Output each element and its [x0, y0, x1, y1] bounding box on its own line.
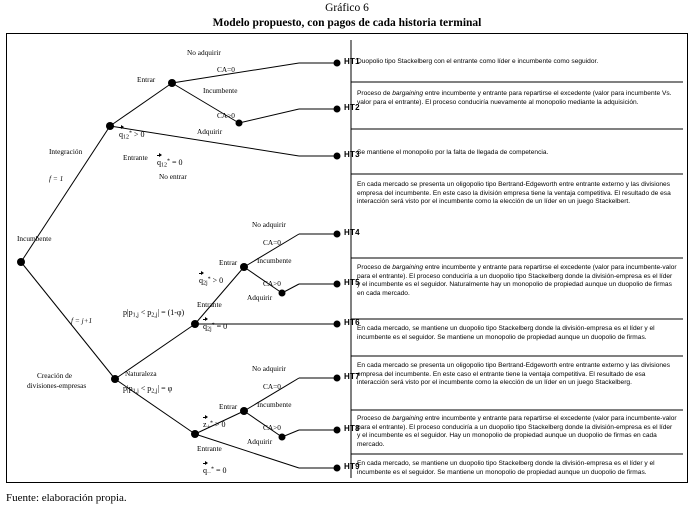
label-adquirir-mid: Adquirir — [247, 293, 273, 302]
node-incumbente — [17, 258, 25, 266]
node-entrante-low — [240, 407, 248, 415]
label-incumbente-low: Incumbente — [257, 400, 292, 409]
label-creacion-2: divisiones-empresas — [27, 381, 87, 390]
label-naturaleza: Naturaleza — [125, 369, 157, 378]
payoff-ht5: Proceso de bargaining entre incumbente y entrante para repartirse el excedente (valor para incumbente-valor para el entrante). El proceso conduciría a un duopolio tipo Stackelberg donde la división-empresa es el líder y el incumbente es el seguidor. Naturalmente hay un monopolio de propiedad aunque un duopolio de firmas en cada mercado. — [357, 264, 677, 298]
terminal-dot-ht7 — [334, 375, 341, 382]
node-integracion — [106, 122, 114, 130]
terminal-label-ht2: HT2 — [344, 103, 360, 112]
payoff-ht7: En cada mercado se presenta un oligopolio tipo Bertrand-Edgeworth entre entrante externo y las divisiones empresa del incumbente. En este caso el entrante tiene la ventaja competitiva. El resultado de esa interacción será visto por el incumbente como la elección de un líder en un juego Stackelberg. — [357, 362, 671, 387]
payoff-ht8: Proceso de bargaining entre incumbente y entrante para repartirse el excedente (valor para incumbente-valor para el entrante). El proceso conduciría a un duopolio tipo Stackelberg donde la división-empresa es el líder y el incumbente es el seguidor. Hay un monopolio de propiedad aunque un duopolio de firmas en cada mercado. — [357, 415, 677, 449]
payoff-ht6: En cada mercado, se mantiene un duopolio tipo Stackelberg donde la división-empresa es el líder y el incumbente es el seguidor. Se mantiene un monopolio de propiedad aunque un duopolio de firmas. — [357, 325, 655, 341]
node-incumbente-adquirir — [236, 120, 243, 127]
label-creacion-condition: f = j+1 — [71, 316, 93, 325]
node-naturaleza-upper — [191, 320, 199, 328]
terminal-dot-ht3 — [334, 153, 341, 160]
label-entrar-upper: Entrar — [137, 75, 156, 84]
payoff-ht9: En cada mercado, se mantiene un duopolio tipo Stackelberg donde la división-empresa es el líder y el incumbente es el seguidor. Se mantiene un monopolio de propiedad aunque un duopolio de firmas. — [357, 460, 655, 476]
math-q2j-positive: $q_{2j}^* > 0$ — [199, 276, 224, 287]
figure-title: Modelo propuesto, con pagos de cada historia terminal — [212, 17, 482, 29]
terminal-dot-ht8 — [334, 427, 341, 434]
terminal-dot-ht2 — [334, 106, 341, 113]
label-entrante-upper: Entrante — [123, 153, 148, 162]
node-entrante-upper — [168, 79, 176, 87]
terminal-label-ht1: HT1 — [344, 57, 360, 66]
terminal-label-ht8: HT8 — [344, 424, 360, 433]
label-integracion: Integración — [49, 147, 83, 156]
terminal-dot-ht5 — [334, 281, 341, 288]
node-incumbente-mid — [279, 290, 286, 297]
math-q12-zero: $q_{12}^* = 0$ — [157, 158, 183, 169]
payoff-ht3: Se mantiene el monopolio por la falta de llegada de competencia. — [357, 149, 549, 156]
node-entrante-mid — [240, 263, 248, 271]
payoff-ht2: Proceso de bargaining entre incumbente y entrante para repartirse el excedente (valor para incumbente Vs. valor para el entrante). El proceso conduciría nuevamente al monopolio mediante la adquisición. — [357, 90, 672, 106]
label-ca-pos-mid: CA>0 — [263, 279, 281, 288]
math-q2j-zero: $q_{2j}^* = 0$ — [203, 322, 228, 333]
terminal-dot-ht6 — [334, 321, 341, 328]
label-no-adquirir-upper: No adquirir — [187, 48, 221, 57]
label-no-entrar-upper: No entrar — [159, 172, 187, 181]
label-entrar-mid: Entrar — [219, 258, 238, 267]
terminal-label-ht3: HT3 — [344, 150, 360, 159]
label-ca-zero-mid: CA=0 — [263, 238, 281, 247]
terminal-dot-ht4 — [334, 231, 341, 238]
label-entrante-mid: Entrante — [197, 300, 222, 309]
label-incumbente-root: Incumbente — [17, 234, 52, 243]
terminal-label-ht6: HT6 — [344, 318, 360, 327]
math-q12-positive: $q_{12}^* > 0$ — [119, 130, 145, 141]
figure-source: Fuente: elaboración propia. — [6, 492, 127, 504]
label-creacion: Creación de — [37, 371, 73, 380]
math-z-positive: $z_+^* > 0$ — [203, 420, 226, 431]
node-naturaleza-lower — [191, 430, 199, 438]
terminal-dot-ht1 — [334, 60, 341, 67]
label-adquirir-low: Adquirir — [247, 437, 273, 446]
node-creacion — [111, 375, 119, 383]
terminal-label-ht4: HT4 — [344, 228, 360, 237]
payoff-ht4: En cada mercado se presenta un oligopolio tipo Bertrand-Edgeworth entre entrante externo y las divisiones empresa del incumbente. En este caso la división empresa tiene la ventaja competitiva. El resultado de esa interacción será visto por el incumbente como la elección de un líder en un juego Stackelbert. — [357, 181, 671, 206]
label-incumbente-mid: Incumbente — [257, 256, 292, 265]
terminal-label-ht7: HT7 — [344, 372, 360, 381]
label-ca-pos-upper: CA>0 — [217, 111, 235, 120]
node-incumbente-low — [279, 434, 286, 441]
terminal-label-ht9: HT9 — [344, 462, 360, 471]
math-q-zero-low: $q_{\cdot\cdot}^* = 0$ — [203, 466, 227, 477]
label-ca-zero-low: CA=0 — [263, 382, 281, 391]
label-integracion-condition: f = 1 — [49, 174, 64, 183]
figure-label: Gráfico 6 — [325, 2, 369, 14]
label-no-adquirir-low: No adquirir — [252, 364, 286, 373]
label-entrar-low: Entrar — [219, 402, 238, 411]
terminal-dot-ht9 — [334, 465, 341, 472]
payoff-ht1: Duopolio tipo Stackelberg con el entrante como líder e incumbente como seguidor. — [357, 58, 599, 65]
terminal-label-ht5: HT5 — [344, 278, 360, 287]
label-ca-pos-low: CA>0 — [263, 423, 281, 432]
label-adquirir-upper: Adquirir — [197, 127, 223, 136]
math-probability-high: $p|p_{1,j} < p_{2,j}| = (1-\varphi)$ — [123, 308, 185, 319]
label-ca-zero-upper: CA=0 — [217, 65, 235, 74]
label-no-adquirir-mid: No adquirir — [252, 220, 286, 229]
math-probability-low: $p|p_{1,j} < p_{2,j}| = \varphi$ — [123, 384, 173, 395]
diagram-frame — [6, 33, 688, 483]
label-incumbente-upper: Incumbente — [203, 86, 238, 95]
label-entrante-low: Entrante — [197, 444, 222, 453]
